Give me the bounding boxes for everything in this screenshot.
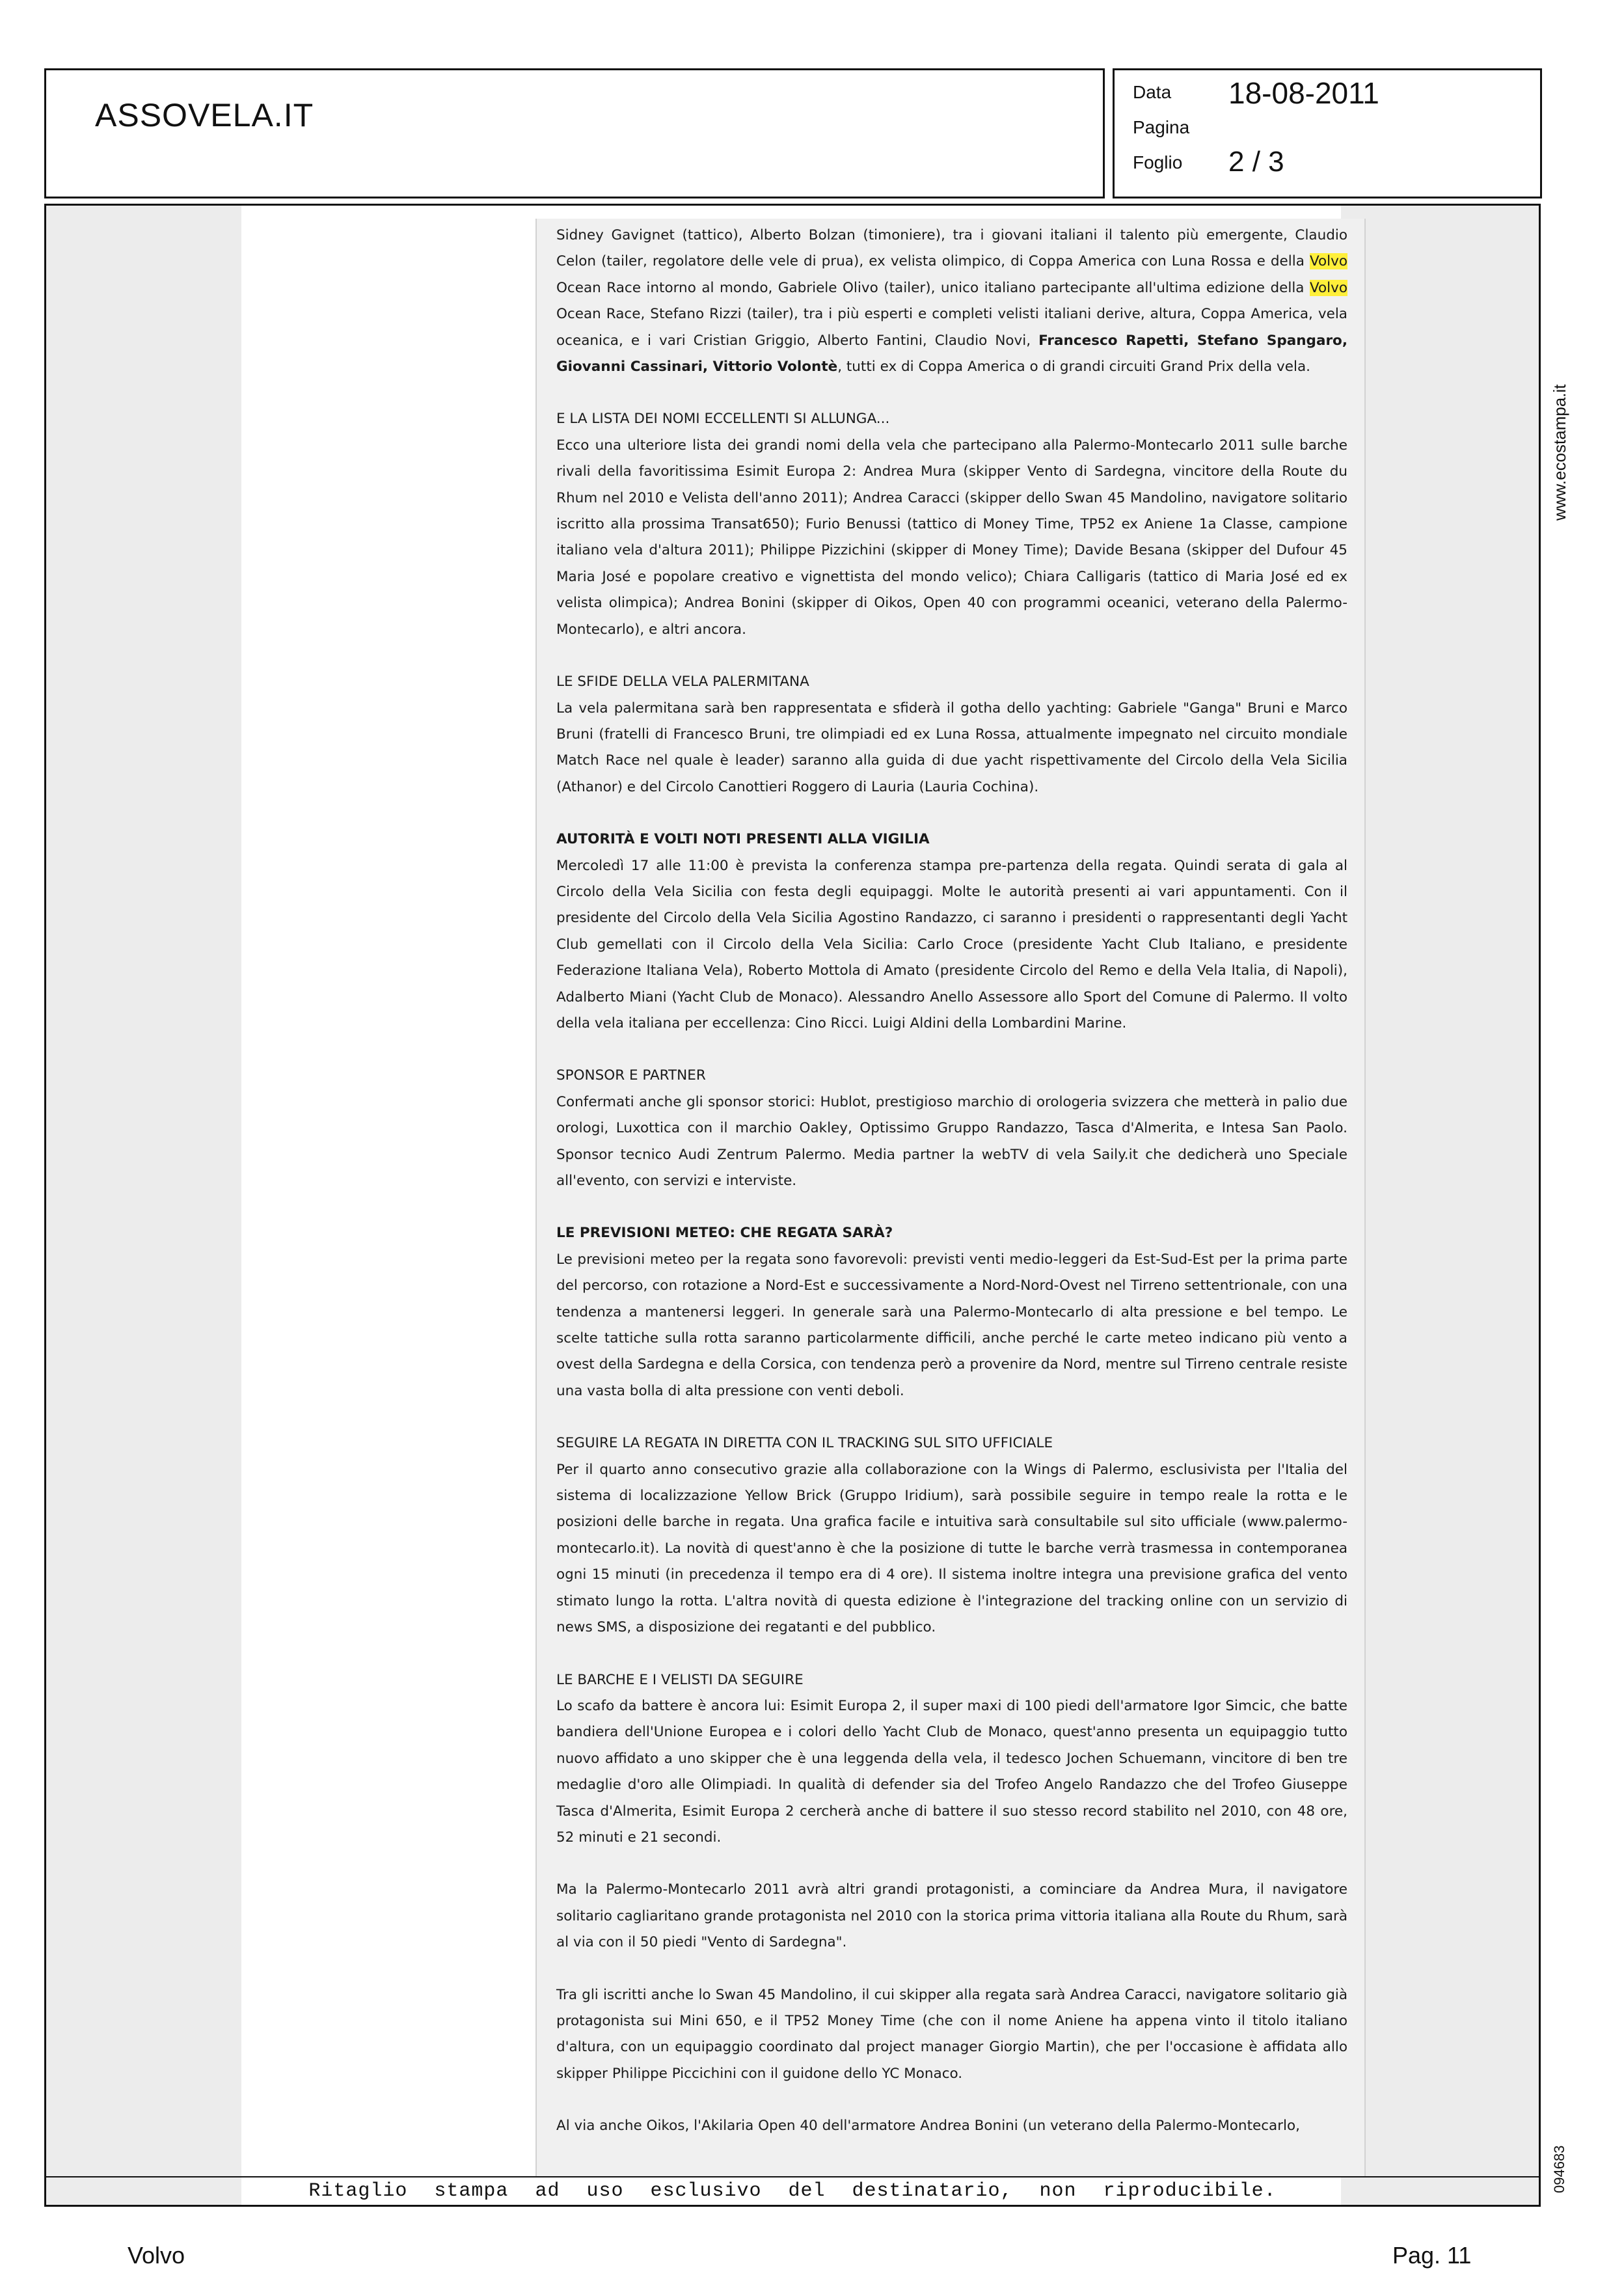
highlight-volvo: Volvo [1309,253,1347,270]
section-sponsors: SPONSOR E PARTNER Confermati anche gli sponsor storici: Hublot, prestigioso marchio di orologeria svizzera che metterà in palio due orologi, Luxottica con il marchio Oakley, Optissimo Gruppo Randazzo, Tasca d'Almerita, e Intesa San Paolo. Sponsor tecnico Audi Zentrum Palermo. Media partner la webTV di vela Saily.it che dedicherà uno Speciale all'evento, con servizi e interviste. [556,1063,1347,1194]
data-label: Data [1133,82,1172,102]
section-heading: LE SFIDE DELLA VELA PALERMITANA [556,674,809,690]
article-column [535,219,1366,2177]
clipping-frame [44,204,1541,2207]
section-heading: AUTORITÀ E VOLTI NOTI PRESENTI ALLA VIGILIA [556,831,930,848]
section-palermo: LE SFIDE DELLA VELA PALERMITANA La vela palermitana sarà ben rappresentata e sfiderà il gotha dello yachting: Gabriele "Ganga" Bruni e Marco Bruni (fratelli di Francesco Bruni, tre olimpiadi ed ex Luna Rossa, attualmente impegnato nel circuito mondiale Match Race nel quale è leader) saranno alla guida di due yacht rispettivamente del Circolo della Vela Sicilia (Athanor) e del Circolo Canottieri Roggero di Lauria (Lauria Cochina). [556,669,1347,800]
section-authorities: AUTORITÀ E VOLTI NOTI PRESENTI ALLA VIGILIA Mercoledì 17 alle 11:00 è prevista la conferenza stampa pre-partenza della regata. Quindi serata di gala al Circolo della Vela Sicilia con festa degli equipaggi. Molte le autorità presenti ai vari appuntamenti. Con il presidente del Circolo della Vela Sicilia Agostino Randazzo, ci saranno i presidenti o rappresentanti degli Yacht Club gemellati con il Circolo della Vela Sicilia: Carlo Croce (presidente Yacht Club Italiano, e presidente Federazione Italiana Vela), Roberto Mottola di Amato (presidente Circolo del Remo e della Vela Italia, di Napoli), Adalberto Miani (Yacht Club de Monaco). Alessandro Anello Assessore allo Sport del Comune di Palermo. Il volto della vela italiana per eccellenza: Cino Ricci. Luigi Aldini della Lombardini Marine. [556,826,1347,1037]
paragraph-mandolino: Tra gli iscritti anche lo Swan 45 Mandolino, il cui skipper alla regata sarà Andrea Caracci, navigatore solitario già protagonista sui Mini 650, e il TP52 Money Time (che con il nome Aniene ha appena vinto il titolo italiano d'altura, con un equipaggio coordinato dal project manager Giorgio Martin), che per l'occasione è affidata allo skipper Philippe Piccichini con il guidone dello YC Monaco. [556,1986,1347,2082]
section-heading: LE PREVISIONI METEO: CHE REGATA SARÀ? [556,1225,893,1242]
source-name: ASSOVELA.IT [95,97,314,133]
notice-divider [46,2176,1539,2177]
paragraph-oikos: Al via anche Oikos, l'Akilaria Open 40 dell'armatore Andrea Bonini (un veterano della Palermo-Montecarlo, [556,2118,1301,2135]
foglio-label: Foglio [1133,152,1183,172]
section-heading: E LA LISTA DEI NOMI ECCELLENTI SI ALLUNGA... [556,411,890,428]
paragraph-mura: Ma la Palermo-Montecarlo 2011 avrà altri grandi protagonisti, a cominciare da Andrea Mura, il navigatore solitario cagliaritano grande protagonista nel 2010 con la storica prima vittoria italiana alla Route du Rhum, sarà al via con il 50 piedi "Vento di Sardegna". [556,1881,1347,1951]
paragraph-crew: Sidney Gavignet (tattico), Alberto Bolzan (timoniere), tra i giovani italiani il talento più emergente, Claudio Celon (tailer, regolatore delle vele di prua), ex velista olimpico, di Coppa America con Luna Rossa e della Volvo Ocean Race intorno al mondo, Gabriele Olivo (tailer), unico italiano partecipante all'ultima edizione della Volvo Ocean Race, Stefano Rizzi (tailer), tra i più esperti e completi velisti italiani derive, altura, Coppa America, vela oceanica, e i vari Cristian Griggio, Alberto Fantini, Claudio Novi, Francesco Rapetti, Stefano Spangaro, Giovanni Cassinari, Vittorio Volontè, tutti ex di Coppa America o di grandi circuiti Grand Prix della vela. [556,227,1347,375]
header-source-box [44,68,1105,198]
foglio-value: 2 / 3 [1228,146,1284,178]
section-heading: SPONSOR E PARTNER [556,1067,706,1084]
right-gutter [1341,206,1541,2205]
footer-keyword: Volvo [128,2242,185,2269]
section-tracking: SEGUIRE LA REGATA IN DIRETTA CON IL TRACKING SUL SITO UFFICIALE Per il quarto anno consecutivo grazie alla collaborazione con la Wings di Palermo, esclusivista per l'Italia del sistema di localizzazione Yellow Brick (Gruppo Iridium), sarà possibile seguire in tempo reale la rotta e le posizioni delle barche in regata. Una grafica facile e intuitiva sarà consultabile sul sito ufficiale (www.palermo-montecarlo.it). La novità di quest'anno è che la posizione di tutte le barche verrà trasmessa in contemporanea ogni 15 minuti (in precedenza il tempo era di 4 ore). Il sistema inoltre integra una previsione grafica del vento stimato lungo la rotta. L'altra novità di questa edizione è l'integrazione del tracking online con un servizio di news SMS, a disposizione dei regatanti e del pubblico. [556,1430,1347,1641]
footer-page-number: Pag. 11 [1392,2242,1472,2269]
header-meta-box [1113,68,1542,198]
pagina-label: Pagina [1133,117,1190,137]
section-boats: LE BARCHE E I VELISTI DA SEGUIRE Lo scafo da battere è ancora lui: Esimit Europa 2, il super maxi di 100 piedi dell'armatore Igor Simcic, che batte bandiera dell'Unione Europea e i colori dello Yacht Club de Monaco, quest'anno presenta un equipaggio tutto nuovo affidato a uno skipper che è una leggenda della vela, il tedesco Jochen Schuemann, vincitore di ben tre medaglie d'oro alle Olimpiadi. In qualità di defender sia del Trofeo Angelo Randazzo che del Trofeo Giuseppe Tasca d'Almerita, Esimit Europa 2 cercherà anche di battere il suo stesso record stabilito nel 2010, con 48 ore, 52 minuti e 21 secondi. [556,1667,1347,1851]
highlight-volvo: Volvo [1309,279,1347,296]
left-gutter [46,206,241,2205]
reproduction-notice: Ritaglio stampa ad uso esclusivo del destinatario, non riproducibile. [308,2180,1277,2202]
section-heading: SEGUIRE LA REGATA IN DIRETTA CON IL TRACKING SUL SITO UFFICIALE [556,1435,1053,1452]
section-weather: LE PREVISIONI METEO: CHE REGATA SARÀ? Le previsioni meteo per la regata sono favorevoli: previsti venti medio-leggeri da Est-Sud-Est per la prima parte del percorso, con rotazione a Nord-Est e successivamente a Nord-Nord-Ovest nel Tirreno settentrionale, con una tendenza a mantenersi leggeri. In generale sarà una Palermo-Montecarlo di alta pressione e bel tempo. Le scelte tattiche sulla rotta saranno particolarmente difficili, anche perché le carte meteo indicano più vento a ovest della Sardegna e della Corsica, con tendenza però a provenire da Nord, mentre sul Tirreno centrale resiste una vasta bolla di alta pressione con venti deboli. [556,1220,1347,1404]
data-value: 18-08-2011 [1228,76,1379,110]
section-names: E LA LISTA DEI NOMI ECCELLENTI SI ALLUNGA... Ecco una ulteriore lista dei grandi nomi della vela che partecipano alla Palermo-Montecarlo 2011 sulle barche rivali della favoritissima Esimit Europa 2: Andrea Mura (skipper Vento di Sardegna, vincitore della Route du Rhum nel 2010 e Velista dell'anno 2011); Andrea Caracci (skipper dello Swan 45 Mandolino, navigatore solitario iscritto alla prossima Transat650); Furio Benussi (tattico di Money Time, TP52 ex Aniene 1a Classe, campione italiano vela d'altura 2011); Philippe Pizzichini (skipper di Money Time); Davide Besana (skipper del Dufour 45 Maria José e popolare creativo e vignettista del mondo velico); Chiara Calligaris (tattico di Maria José ed ex velista olimpica); Andrea Bonini (skipper di Oikos, Open 40 con programmi oceanici, veterano della Palermo-Montecarlo), e altri ancora. [556,406,1347,643]
watermark-url: www.ecostampa.it [1550,384,1569,521]
section-heading: LE BARCHE E I VELISTI DA SEGUIRE [556,1671,804,1688]
watermark-code: 094683 [1551,2145,1567,2193]
